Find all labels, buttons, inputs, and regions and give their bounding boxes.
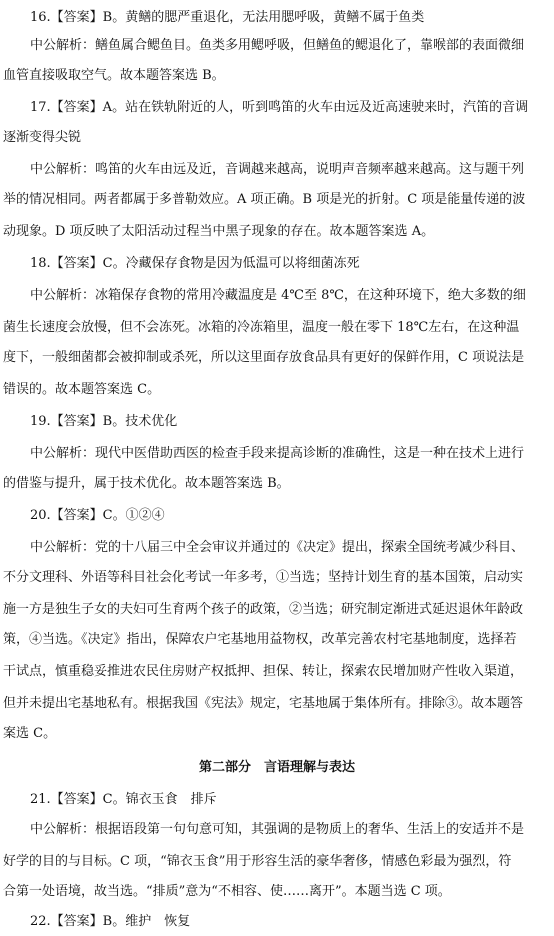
answer-19: 19.【答案】B。技术优化 — [30, 414, 178, 429]
analysis-16-line: 血管直接吸取空气。故本题答案选 B。 — [3, 68, 225, 83]
analysis-21-line: 中公解析：根据语段第一句句意可知，其强调的是物质上的奢华、生活上的安适并不是 — [30, 822, 525, 837]
answer-16: 16.【答案】B。黄鳝的腮严重退化，无法用腮呼吸，黄鳝不属于鱼类 — [30, 10, 425, 25]
answer-17-cont: 逐渐变得尖锐 — [3, 130, 82, 145]
analysis-19-line: 中公解析：现代中医借助西医的检查手段来提高诊断的准确性，这是一种在技术上进行 — [30, 446, 525, 461]
answer-20: 20.【答案】C。①②④ — [30, 508, 165, 523]
analysis-20-line: 但并未提出宅基地私有。根据我国《宪法》规定，宅基地属于集体所有。排除③。故本题答 — [3, 696, 524, 711]
analysis-19-line: 的借鉴与提升，属于技术优化。故本题答案选 B。 — [3, 476, 290, 491]
analysis-20-line: 中公解析：党的十八届三中全会审议并通过的《决定》提出，探索全国统考减少科目、 — [30, 540, 525, 555]
analysis-16-line: 中公解析：鳝鱼属合鳃鱼目。鱼类多用鳃呼吸，但鳝鱼的鳃退化了，靠喉部的表面微细 — [30, 38, 525, 53]
analysis-17-line: 动现象。D 项反映了太阳活动过程当中黑子现象的存在。故本题答案选 A。 — [3, 224, 435, 239]
analysis-20-line: 不分文理科、外语等科目社会化考试一年多考，①当选；坚持计划生育的基本国策，启动实 — [3, 570, 524, 585]
answer-21: 21.【答案】C。锦衣玉食 排斥 — [30, 792, 217, 807]
analysis-20-line: 案选 C。 — [3, 726, 57, 741]
analysis-20-line: 策，④当选。《决定》指出，保障农户宅基地用益物权，改革完善农村宅基地制度，选择若 — [3, 632, 517, 647]
analysis-17-line: 举的情况相同。两者都属于多普勒效应。A 项正确。B 项是光的折射。C 项是能量传递的波 — [3, 192, 526, 207]
analysis-18-line: 度下，一般细菌都会被抑制或杀死，所以这里面存放食品具有更好的保鲜作用，C 项说法是 — [3, 350, 525, 365]
analysis-20-line: 施一方是独生子女的夫妇可生育两个孩子的政策，②当选；研究制定渐进式延迟退休年龄政 — [3, 602, 524, 617]
analysis-18-line: 菌生长速度会放慢，但不会冻死。冰箱的冷冻箱里，温度一般在零下 18℃左右，在这种温 — [3, 320, 520, 335]
analysis-21-line: 好学的目的与目标。C 项，“锦衣玉食”用于形容生活的豪华奢侈，情感色彩最为强烈，符 — [3, 854, 512, 869]
answer-17: 17.【答案】A。站在铁轨附近的人，听到鸣笛的火车由远及近高速驶来时，汽笛的音调 — [30, 100, 529, 115]
analysis-18-line: 中公解析：冰箱保存食物的常用冷藏温度是 4℃至 8℃，在这种环境下，绝大多数的细 — [30, 288, 526, 303]
analysis-21-line: 合第一处语境，故当选。“排质”意为“不相容、使……离开”。本题当选 C 项。 — [3, 884, 451, 899]
analysis-17-line: 中公解析：鸣笛的火车由远及近，音调越来越高，说明声音频率越来越高。这与题干列 — [30, 162, 525, 177]
answer-18: 18.【答案】C。冷藏保存食物是因为低温可以将细菌冻死 — [30, 256, 360, 271]
analysis-18-line: 错误的。故本题答案选 C。 — [3, 382, 161, 397]
analysis-20-line: 干试点，慎重稳妥推进农民住房财产权抵押、担保、转让，探索农民增加财产性收入渠道， — [3, 664, 524, 679]
section-heading: 第二部分 言语理解与表达 — [198, 760, 355, 775]
answer-22: 22.【答案】B。维护 恢复 — [30, 914, 191, 929]
